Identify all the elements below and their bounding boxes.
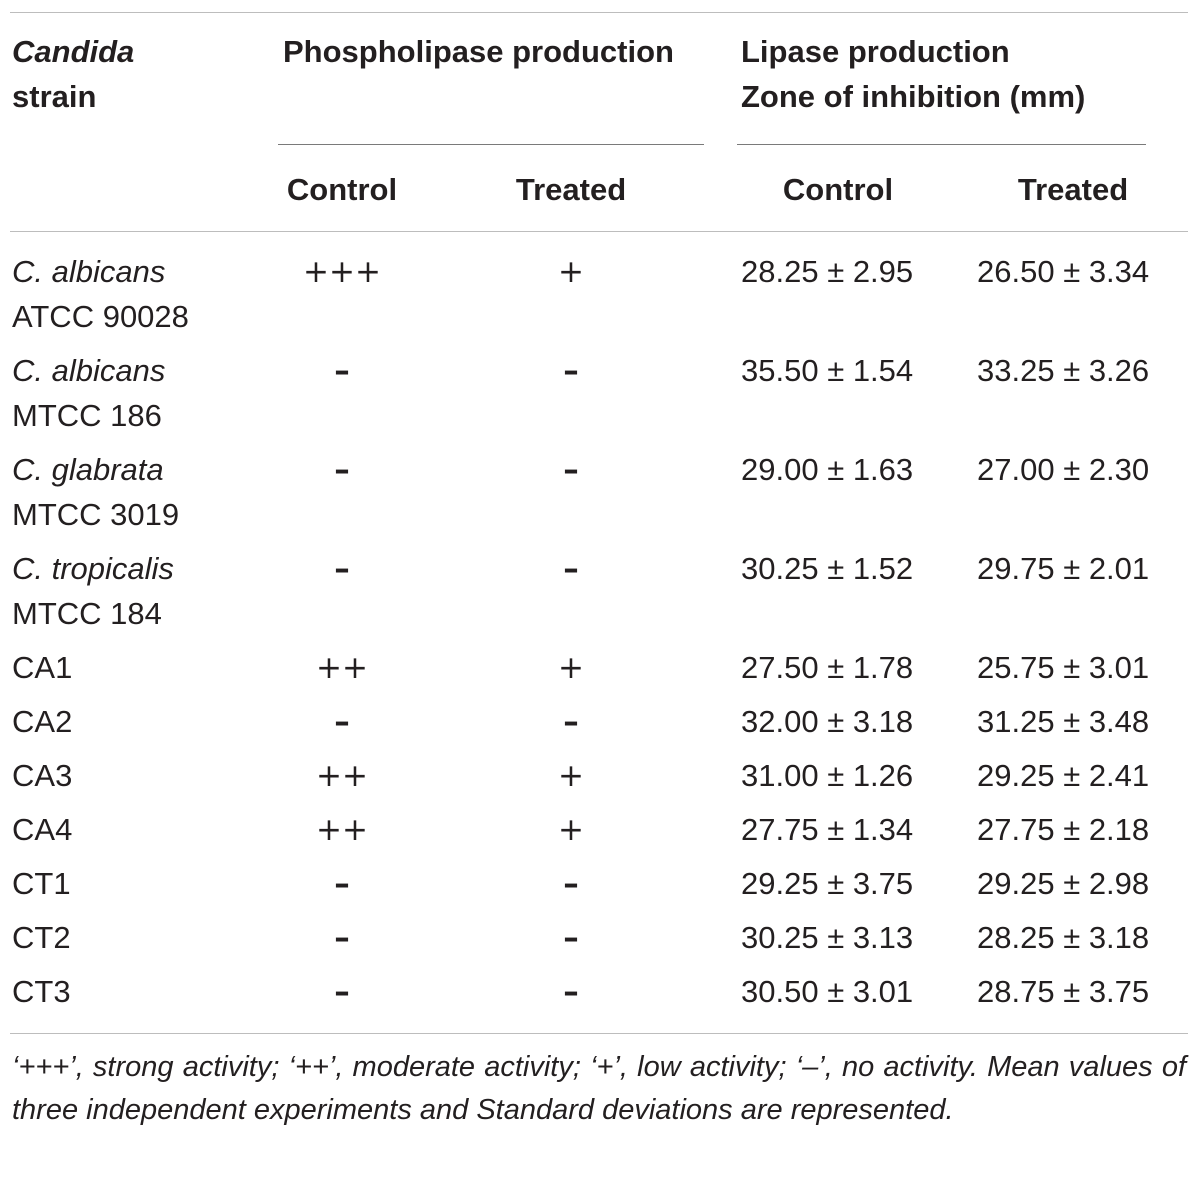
row-pl-treated: – <box>563 551 579 587</box>
row-pl-treated: + <box>558 758 584 794</box>
header-lip-control: Control <box>782 172 894 207</box>
row-pl-control: +++ <box>303 254 381 290</box>
row-pl-control: – <box>334 920 350 956</box>
row-strain: MTCC 186 <box>12 398 162 433</box>
row-pl-control: – <box>334 866 350 902</box>
header-strain-label: strain <box>12 79 97 114</box>
row-pl-treated: – <box>563 452 579 488</box>
row-strain: CT3 <box>12 974 71 1009</box>
row-strain: CT2 <box>12 920 71 955</box>
row-lip-control: 29.00 ± 1.63 <box>741 452 914 487</box>
row-pl-control: – <box>334 704 350 740</box>
row-genus: C. tropicalis <box>12 551 174 586</box>
phospholipase-span-rule <box>278 144 704 145</box>
row-pl-control: – <box>334 974 350 1010</box>
header-pl-control: Control <box>286 172 398 207</box>
row-lip-control: 32.00 ± 3.18 <box>741 704 914 739</box>
row-lip-treated: 25.75 ± 3.01 <box>977 650 1150 685</box>
table-top-rule <box>10 12 1188 13</box>
row-lip-control: 30.25 ± 1.52 <box>741 551 914 586</box>
row-pl-treated: – <box>563 920 579 956</box>
row-lip-treated: 27.00 ± 2.30 <box>977 452 1150 487</box>
row-strain: CA3 <box>12 758 73 793</box>
header-lipase: Lipase production <box>741 34 1010 69</box>
table-bottom-rule <box>10 1033 1188 1034</box>
header-lip-treated: Treated <box>1017 172 1129 207</box>
row-lip-control: 29.25 ± 3.75 <box>741 866 914 901</box>
row-strain: MTCC 3019 <box>12 497 180 532</box>
row-pl-control: – <box>334 551 350 587</box>
row-lip-control: 30.50 ± 3.01 <box>741 974 914 1009</box>
row-pl-control: ++ <box>316 650 368 686</box>
row-pl-treated: – <box>563 353 579 389</box>
row-genus: C. albicans <box>12 254 166 289</box>
row-pl-control: ++ <box>316 758 368 794</box>
row-lip-treated: 33.25 ± 3.26 <box>977 353 1150 388</box>
row-pl-treated: + <box>558 254 584 290</box>
header-strain-genus: Candida <box>12 34 135 69</box>
row-lip-treated: 31.25 ± 3.48 <box>977 704 1150 739</box>
lipase-span-rule <box>737 144 1146 145</box>
row-lip-treated: 28.75 ± 3.75 <box>977 974 1150 1009</box>
row-strain: CT1 <box>12 866 71 901</box>
row-lip-treated: 29.25 ± 2.41 <box>977 758 1150 793</box>
row-strain: CA2 <box>12 704 73 739</box>
row-pl-control: – <box>334 452 350 488</box>
row-lip-treated: 29.75 ± 2.01 <box>977 551 1150 586</box>
header-pl-treated: Treated <box>515 172 627 207</box>
row-lip-control: 30.25 ± 3.13 <box>741 920 914 955</box>
row-pl-treated: + <box>558 650 584 686</box>
table-footnote: ‘+++’, strong activity; ‘++’, moderate activity; ‘+’, low activity; ‘–’, no activity. Mean values of three independent experiments and Standard deviations are represented. <box>12 1051 1186 1126</box>
row-lip-control: 35.50 ± 1.54 <box>741 353 914 388</box>
row-lip-control: 28.25 ± 2.95 <box>741 254 914 289</box>
row-lip-control: 31.00 ± 1.26 <box>741 758 914 793</box>
row-strain: CA4 <box>12 812 73 847</box>
row-lip-control: 27.50 ± 1.78 <box>741 650 914 685</box>
row-strain: ATCC 90028 <box>12 299 189 334</box>
row-pl-treated: + <box>558 812 584 848</box>
row-strain: CA1 <box>12 650 73 685</box>
row-genus: C. albicans <box>12 353 166 388</box>
row-pl-control: – <box>334 353 350 389</box>
row-pl-treated: – <box>563 704 579 740</box>
header-bottom-rule <box>10 231 1188 232</box>
row-lip-treated: 26.50 ± 3.34 <box>977 254 1150 289</box>
row-pl-treated: – <box>563 866 579 902</box>
row-lip-control: 27.75 ± 1.34 <box>741 812 914 847</box>
row-genus: C. glabrata <box>12 452 164 487</box>
header-phospholipase: Phospholipase production <box>283 34 674 69</box>
row-lip-treated: 29.25 ± 2.98 <box>977 866 1150 901</box>
row-pl-treated: – <box>563 974 579 1010</box>
row-lip-treated: 27.75 ± 2.18 <box>977 812 1150 847</box>
row-strain: MTCC 184 <box>12 596 162 631</box>
row-lip-treated: 28.25 ± 3.18 <box>977 920 1150 955</box>
header-zone-of-inhibition: Zone of inhibition (mm) <box>741 79 1086 114</box>
row-pl-control: ++ <box>316 812 368 848</box>
